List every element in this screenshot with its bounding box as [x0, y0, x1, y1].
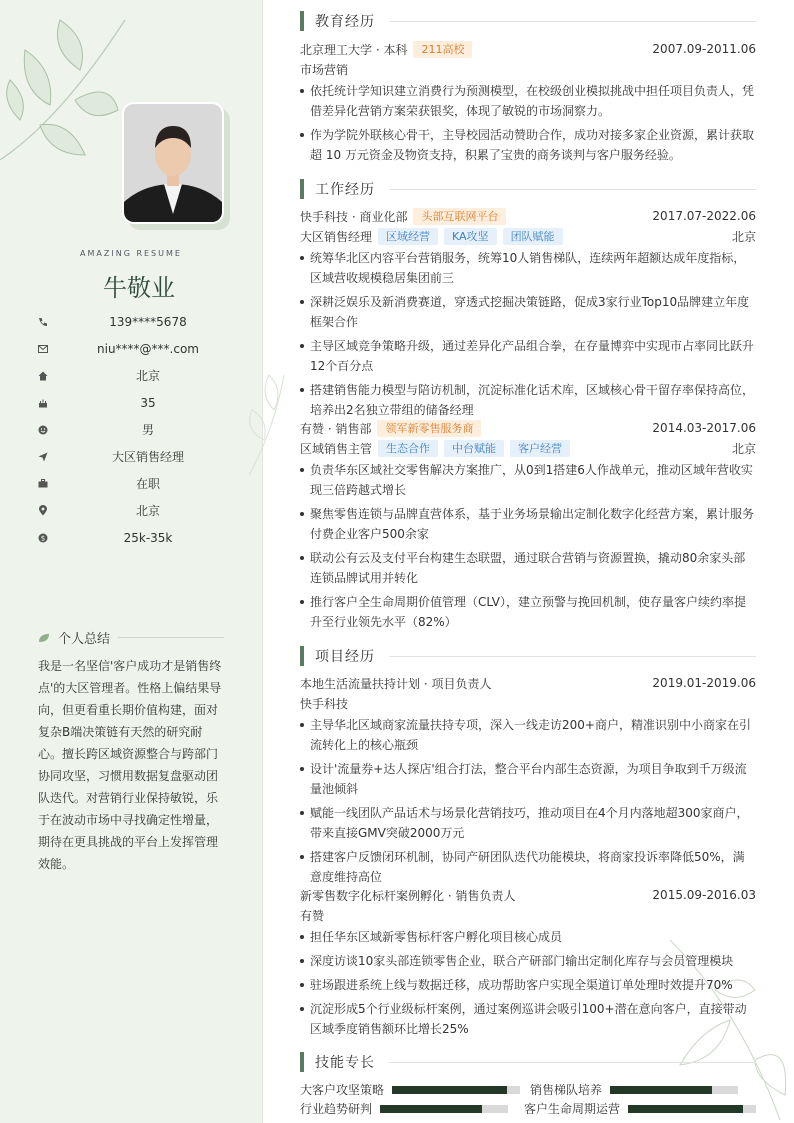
job-role: 大区销售经理 — [300, 229, 373, 244]
skill-tag: 区域经营 — [378, 228, 438, 245]
list-item: 作为学院外联核心骨干，主导校园活动赞助合作，成功对接多家企业资源，累计获取超 10 万元资金及物资支持，积累了宝贵的商务谈判与客户服务经验。 — [300, 125, 756, 165]
info-salary — [36, 524, 246, 551]
briefcase-icon — [36, 477, 50, 491]
skills-title: 技能专长 — [315, 1055, 375, 1071]
project-org: 有赞 — [300, 908, 325, 923]
skill-tag: 客户经营 — [510, 440, 570, 457]
location-icon — [36, 504, 50, 518]
school-name: 北京理工大学 · 本科 — [300, 42, 408, 57]
skill-bar — [392, 1086, 520, 1094]
info-position-value: 大区销售经理 — [111, 450, 184, 464]
avatar — [122, 102, 224, 224]
person-name: 牛敬业 — [103, 274, 175, 302]
company-tag: 头部互联网平台 — [413, 208, 506, 225]
summary-divider — [118, 637, 224, 638]
project-local-life — [300, 673, 756, 891]
skill-item — [300, 1100, 508, 1117]
send-icon — [36, 450, 50, 464]
skill-name: 大客户攻坚策略 — [300, 1083, 385, 1097]
info-position — [36, 443, 246, 470]
skill-bar — [610, 1086, 738, 1094]
info-status — [36, 470, 246, 497]
cake-icon — [36, 396, 50, 410]
list-item: 沉淀形成5个行业级标杆案例，通过案例巡讲会吸引100+潜在意向客户，直接带动区域季度销售额环比增长25% — [300, 999, 756, 1039]
list-item: 负责华东区域社交零售解决方案推广，从0到1搭建6人作战单元，推动区域年营收实现三倍跨越式增长 — [300, 460, 756, 500]
education-header — [300, 11, 756, 31]
list-item: 担任华东区域新零售标杆客户孵化项目核心成员 — [300, 927, 756, 947]
info-home-value: 北京 — [135, 369, 160, 383]
list-item: 推行客户全生命周期价值管理（CLV），建立预警与挽回机制，使存量客户续约率提升至行业领先水平（82%） — [300, 592, 756, 632]
list-item: 联动公有云及支付平台构建生态联盟，通过联合营销与资源置换，撬动80余家头部连锁品牌试用并转化 — [300, 548, 756, 588]
skill-item — [524, 1100, 756, 1117]
info-phone — [36, 308, 246, 335]
leaf-decoration — [0, 10, 130, 160]
info-phone-value: 139****5678 — [109, 314, 187, 329]
section-marker — [300, 646, 304, 666]
job-role: 区域销售主管 — [300, 441, 373, 456]
skill-name: 行业趋势研判 — [300, 1102, 373, 1116]
skill-name: 销售梯队培养 — [530, 1083, 603, 1097]
work-title: 工作经历 — [315, 182, 375, 198]
skill-tag: 中台赋能 — [444, 440, 504, 457]
section-marker — [300, 11, 304, 31]
list-item: 搭建客户反馈闭环机制，协同产研团队迭代功能模块，将商家投诉率降低50%，满意度维持高位 — [300, 847, 756, 887]
skill-tag: KA攻坚 — [444, 228, 497, 245]
sidebar — [0, 0, 263, 1123]
info-salary-value: 25k-35k — [123, 530, 173, 545]
list-item: 主导华北区域商家流量扶持专项，深入一线走访200+商户，精准识别中小商家在引流转化上的核心瓶颈 — [300, 715, 756, 755]
list-item: 深度访谈10家头部连锁零售企业，联合产研部门输出定制化库存与会员管理模块 — [300, 951, 756, 971]
project-date: 2015.09-2016.03 — [652, 888, 756, 902]
info-status-value: 在职 — [135, 477, 160, 491]
home-icon — [36, 369, 50, 383]
project-date: 2019.01-2019.06 — [652, 676, 756, 690]
section-divider — [389, 21, 756, 22]
school-tag: 211高校 — [413, 41, 472, 58]
project-new-retail — [300, 885, 756, 1043]
info-location-value: 北京 — [135, 504, 160, 518]
mail-icon — [36, 342, 50, 356]
person-icon — [36, 423, 50, 437]
phone-icon — [36, 315, 50, 329]
skill-tag: 生态合作 — [378, 440, 438, 457]
projects-header — [300, 646, 756, 666]
skill-bar — [628, 1105, 756, 1113]
job-city: 北京 — [731, 229, 756, 244]
company-tag: 领军新零售服务商 — [377, 420, 481, 437]
company-name: 有赞 · 销售部 — [300, 421, 372, 436]
info-age — [36, 389, 246, 416]
skill-bar-fill — [628, 1105, 743, 1113]
section-divider — [389, 189, 756, 190]
info-email-value: niu****@***.com — [97, 341, 199, 356]
section-marker — [300, 179, 304, 199]
skill-bar-fill — [610, 1086, 712, 1094]
list-item: 深耕泛娱乐及新消费赛道，穿透式挖掘决策链路，促成3家行业Top10品牌建立年度框架合作 — [300, 292, 756, 332]
project-name: 本地生活流量扶持计划 · 项目负责人 — [300, 676, 492, 691]
skill-bar-fill — [380, 1105, 482, 1113]
contact-info — [36, 308, 246, 551]
company-name: 快手科技 · 商业化部 — [300, 209, 408, 224]
section-divider — [389, 1062, 756, 1063]
summary-title: 个人总结 — [58, 632, 111, 647]
leaf-icon — [38, 633, 50, 643]
section-marker — [300, 1052, 304, 1072]
leaf-decoration — [244, 370, 304, 480]
major: 市场营销 — [300, 62, 349, 77]
list-item: 依托统计学知识建立消费行为预测模型，在校级创业模拟挑战中担任项目负责人，凭借差异化营销方案荣获银奖，体现了敏锐的市场洞察力。 — [300, 81, 756, 121]
info-home — [36, 362, 246, 389]
skill-item — [530, 1081, 738, 1098]
skill-tag: 团队赋能 — [503, 228, 563, 245]
money-icon — [36, 531, 50, 545]
skill-bar-fill — [392, 1086, 507, 1094]
skills-header — [300, 1052, 756, 1072]
list-item: 驻场跟进系统上线与数据迁移，成功帮助客户实现全渠道订单处理时效提升70% — [300, 975, 756, 995]
list-item: 聚焦零售连锁与品牌直营体系，基于业务场景输出定制化数字化经营方案，累计服务付费企业客户500余家 — [300, 504, 756, 544]
info-gender-value: 男 — [141, 423, 154, 437]
skill-name: 客户生命周期运营 — [524, 1102, 621, 1116]
list-item: 设计'流量券+达人探店'组合打法，整合平台内部生态资源，为项目争取到千万级流量池倾斜 — [300, 759, 756, 799]
list-item: 赋能一线团队产品话术与场景化营销技巧，推动项目在4个月内落地超300家商户，带来直接GMV突破2000万元 — [300, 803, 756, 843]
skill-item — [300, 1081, 520, 1098]
job-kuaishou — [300, 206, 756, 424]
project-name: 新零售数字化标杆案例孵化 · 销售负责人 — [300, 888, 516, 903]
info-age-value: 35 — [140, 395, 156, 410]
projects-title: 项目经历 — [315, 649, 375, 665]
section-divider — [389, 656, 756, 657]
education-title: 教育经历 — [315, 14, 375, 30]
summary-header — [38, 628, 224, 647]
info-email — [36, 335, 246, 362]
info-location — [36, 497, 246, 524]
work-header — [300, 179, 756, 199]
skill-bar — [380, 1105, 508, 1113]
list-item: 主导区域竞争策略升级，通过差异化产品组合拳，在存量博弈中实现市占率同比跃升12个百分点 — [300, 336, 756, 376]
education-date: 2007.09-2011.06 — [652, 42, 756, 56]
job-date: 2014.03-2017.06 — [652, 421, 756, 435]
job-date: 2017.07-2022.06 — [652, 209, 756, 223]
project-org: 快手科技 — [300, 696, 349, 711]
svg-text:$: $ — [40, 534, 46, 542]
summary-text: 我是一名坚信'客户成功才是销售终点'的大区管理者。性格上偏结果导向，但更看重长期价值构建，面对复杂B端决策链有天然的研究耐心。擅长跨区域资源整合与跨部门协同攻坚，习惯用数据复盘驱动团队迭代。对营销行业保持敏锐，乐于在波动市场中寻找确定性增量，期待在更具挑战的平台上发挥管理效能。 — [38, 659, 222, 871]
job-city: 北京 — [731, 441, 756, 456]
job-youzan — [300, 418, 756, 636]
list-item: 搭建销售能力模型与陪访机制，沉淀标准化话术库，区域核心骨干留存率保持高位，培养出2名独立带组的储备经理 — [300, 380, 756, 420]
list-item: 统筹华北区内容平台营销服务，统筹10人销售梯队，连续两年超额达成年度指标，区域营收规模稳居集团前三 — [300, 248, 756, 288]
amazing-resume-label: AMAZING RESUME — [80, 249, 182, 258]
education-block — [300, 39, 756, 169]
info-gender — [36, 416, 246, 443]
